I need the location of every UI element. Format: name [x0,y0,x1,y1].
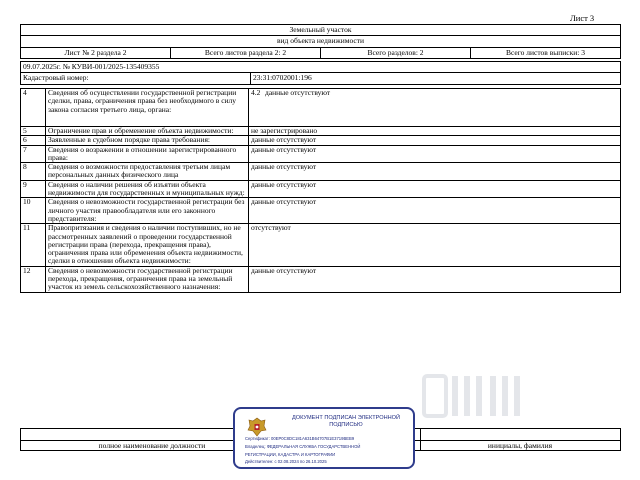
row-value: данные отсутствуют [249,198,621,224]
row-description: Сведения о возражении в отношении зарегистрированного права: [46,145,249,163]
total-sections: Всего разделов: 2 [321,47,471,58]
rights-table [20,88,621,293]
watermark-logo [418,362,568,432]
stamp-owner-line-2: РЕГИСТРАЦИИ, КАДАСТРА И КАРТОГРАФИИ [245,452,336,457]
sheet-number: Лист 3 [570,13,595,23]
signature-border-right [620,428,621,450]
row-number: 7 [21,145,46,163]
object-type-caption: вид объекта недвижимости [21,36,621,47]
row-number: 11 [21,224,46,266]
row-number: 6 [21,136,46,145]
row-description: Сведения о возможности предоставления третьим лицам персональных данных физического лица [46,163,249,181]
cadastral-value: 23:31:0702001:196 [251,73,621,84]
row-value: данные отсутствуют [249,136,621,145]
row-value: не зарегистрировано [249,127,621,136]
row-description: Заявленные в судебном порядке права требования: [46,136,249,145]
total-sheets-section: Всего листов раздела 2: 2 [171,47,321,58]
row-description: Сведения о невозможности государственной регистрации перехода, прекращения, ограничения права на земельный участок из земель сельскохозяйственного назначения: [46,266,249,292]
meta-table [20,61,621,85]
row-value: данные отсутствуют [249,266,621,292]
table-row [21,136,621,145]
row-value: данные отсутствуют [249,180,621,198]
position-label: полное наименование должности [98,441,206,450]
stamp-owner-line-1: Владелец: ФЕДЕРАЛЬНАЯ СЛУЖБА ГОСУДАРСТВЕННОЙ [245,444,361,449]
cadastral-label: Кадастровый номер: [21,73,251,84]
row-description: Сведения о наличии решения об изъятии объекта недвижимости для государственных и муниципальных нужд: [46,180,249,198]
extract-date-number: 09.07.2025г. № КУВИ-001/2025-135409355 [21,62,621,73]
total-sheets-extract: Всего листов выписки: 3 [471,47,621,58]
e-signature-stamp [233,407,415,469]
table-row [21,180,621,198]
name-label: инициалы, фамилия [487,441,553,450]
row-value: данные отсутствуют [249,145,621,163]
row-number: 8 [21,163,46,181]
stamp-validity: Действителен: с 02.08.2024 по 26.10.2025 [245,459,327,464]
row-number: 5 [21,127,46,136]
table-row [21,198,621,224]
row-number: 10 [21,198,46,224]
row-number: 12 [21,266,46,292]
header-table [20,24,621,59]
table-row [21,163,621,181]
table-row [21,224,621,266]
stamp-title: ДОКУМЕНТ ПОДПИСАН ЭЛЕКТРОННОЙ ПОДПИСЬЮ [291,415,401,428]
table-row [21,266,621,292]
row-number: 9 [21,180,46,198]
table-row [21,89,621,127]
row-description: Сведения о невозможности государственной регистрации без личного участия правообладателя или его законного представителя: [46,198,249,224]
object-type: Земельный участок [21,25,621,36]
table-row [21,145,621,163]
row-description: Ограничение прав и обременение объекта недвижимости: [46,127,249,136]
row-subnumber: 4.2 [249,89,264,127]
sheet-of-section: Лист № 2 раздела 2 [21,47,171,58]
stamp-certificate: Сертификат: 00ЕР0С8DC181A631B64707B1E3719BEB9 [245,436,355,441]
row-number: 4 [21,89,46,127]
row-value: данные отсутствуют [249,163,621,181]
row-value: отсутствуют [249,224,621,266]
row-value: данные отсутствуют [263,89,621,127]
row-description: Правопритязания и сведения о наличии поступивших, но не рассмотренных заявлений о проведении государственной регистрации права (перехода, прекращения права), ограничения права или обременения объекта недвижимости, сделки в отношении объекта недвижимости: [46,224,249,266]
row-description: Сведения об осуществлении государственной регистрации сделки, права, ограничения права без необходимого в силу закона согласия третьего лица, органа: [46,89,249,127]
